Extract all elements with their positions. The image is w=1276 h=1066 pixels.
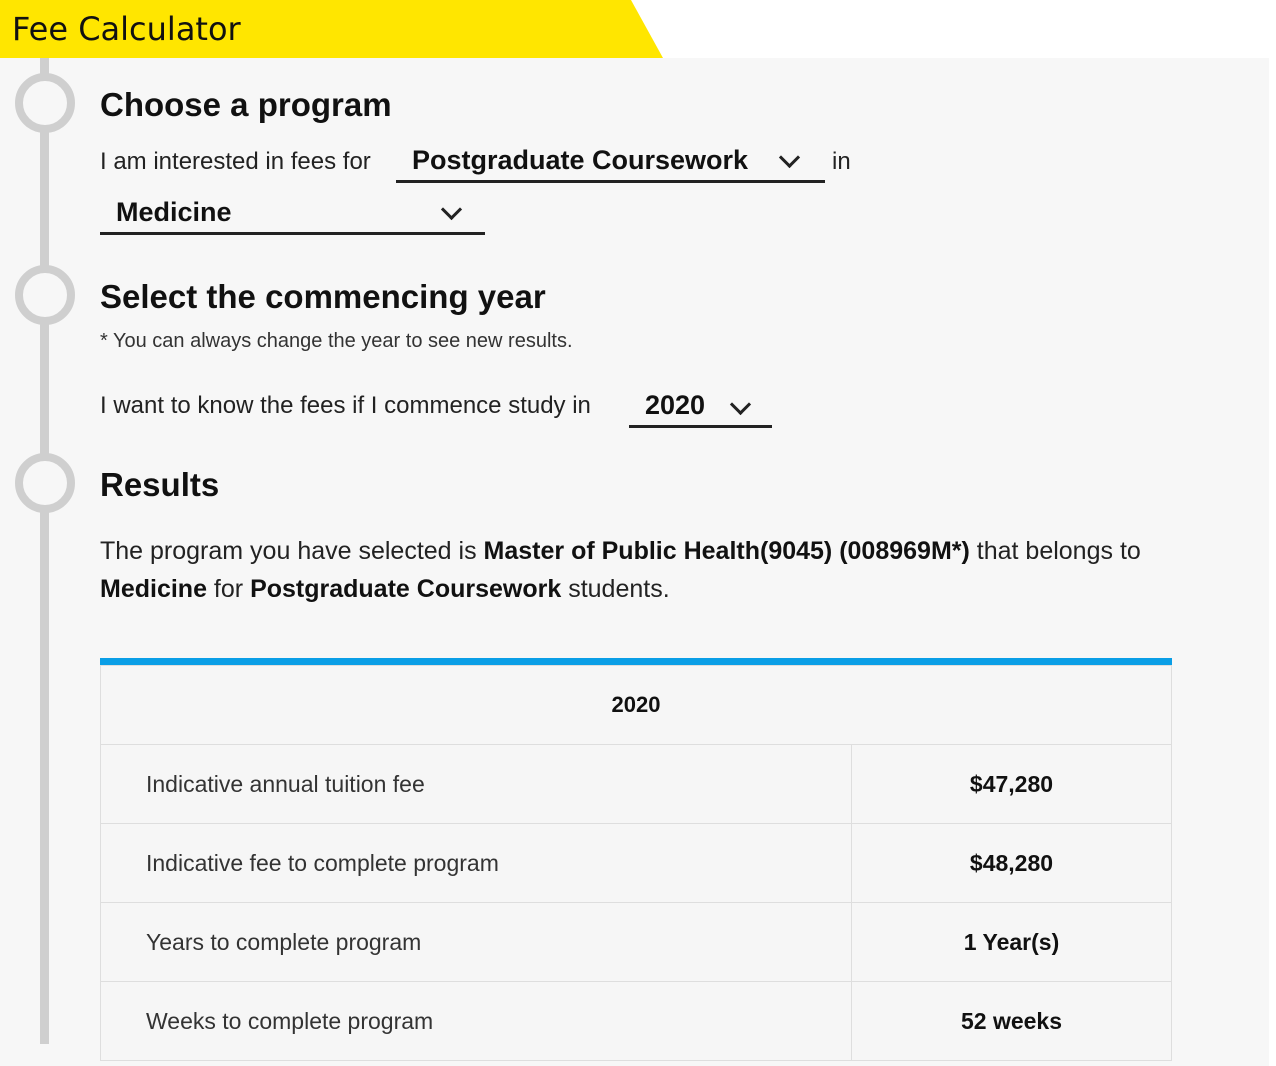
- row-label: Indicative annual tuition fee: [101, 745, 852, 824]
- study-level-prefix: I am interested in fees for: [100, 148, 371, 175]
- table-row: [101, 824, 1172, 903]
- step-2-heading: Select the commencing year: [100, 278, 546, 315]
- chevron-down-icon: [441, 199, 462, 220]
- row-label: Weeks to complete program: [101, 982, 852, 1061]
- summary-text: students.: [561, 575, 670, 603]
- chevron-down-icon: [730, 394, 751, 415]
- study-level-name: Postgraduate Coursework: [250, 575, 562, 603]
- summary-text: The program you have selected is: [100, 537, 484, 565]
- summary-text: for: [206, 575, 251, 603]
- table-header-row: [101, 666, 1172, 745]
- step-1-indicator: [15, 73, 75, 133]
- step-3-indicator: [15, 453, 75, 513]
- table-row: [101, 903, 1172, 982]
- step-2-indicator: [15, 265, 75, 325]
- row-value: $48,280: [852, 824, 1172, 903]
- year-note: * You can always change the year to see new results.: [100, 330, 573, 352]
- page-title: Fee Calculator: [12, 10, 241, 48]
- timeline-line: [40, 58, 49, 1044]
- study-level-select[interactable]: [396, 143, 825, 183]
- row-value: 52 weeks: [852, 982, 1172, 1061]
- step-1-heading: Choose a program: [100, 86, 392, 123]
- program-name: Master of Public Health(9045) (008969M*): [483, 537, 970, 565]
- faculty-value: Medicine: [116, 197, 232, 227]
- results-table-container: [100, 658, 1172, 1061]
- row-label: Years to complete program: [101, 903, 852, 982]
- table-row: [101, 745, 1172, 824]
- year-value: 2020: [645, 390, 706, 420]
- table-row: [101, 982, 1172, 1061]
- faculty-name: Medicine: [100, 575, 207, 603]
- row-value: 1 Year(s): [852, 903, 1172, 982]
- faculty-select[interactable]: [100, 195, 485, 235]
- row-value: $47,280: [852, 745, 1172, 824]
- study-level-value: Postgraduate Coursework: [412, 145, 749, 175]
- year-select[interactable]: [629, 388, 772, 428]
- chevron-down-icon: [779, 147, 800, 168]
- table-year-header: 2020: [101, 666, 1172, 745]
- results-heading: Results: [100, 466, 220, 503]
- row-label: Indicative fee to complete program: [101, 824, 852, 903]
- fees-table: [100, 665, 1172, 1061]
- results-summary: [100, 532, 1210, 608]
- summary-text: that belongs to: [969, 537, 1141, 565]
- faculty-prefix: in: [832, 148, 851, 175]
- year-prefix: I want to know the fees if I commence study in: [100, 392, 591, 419]
